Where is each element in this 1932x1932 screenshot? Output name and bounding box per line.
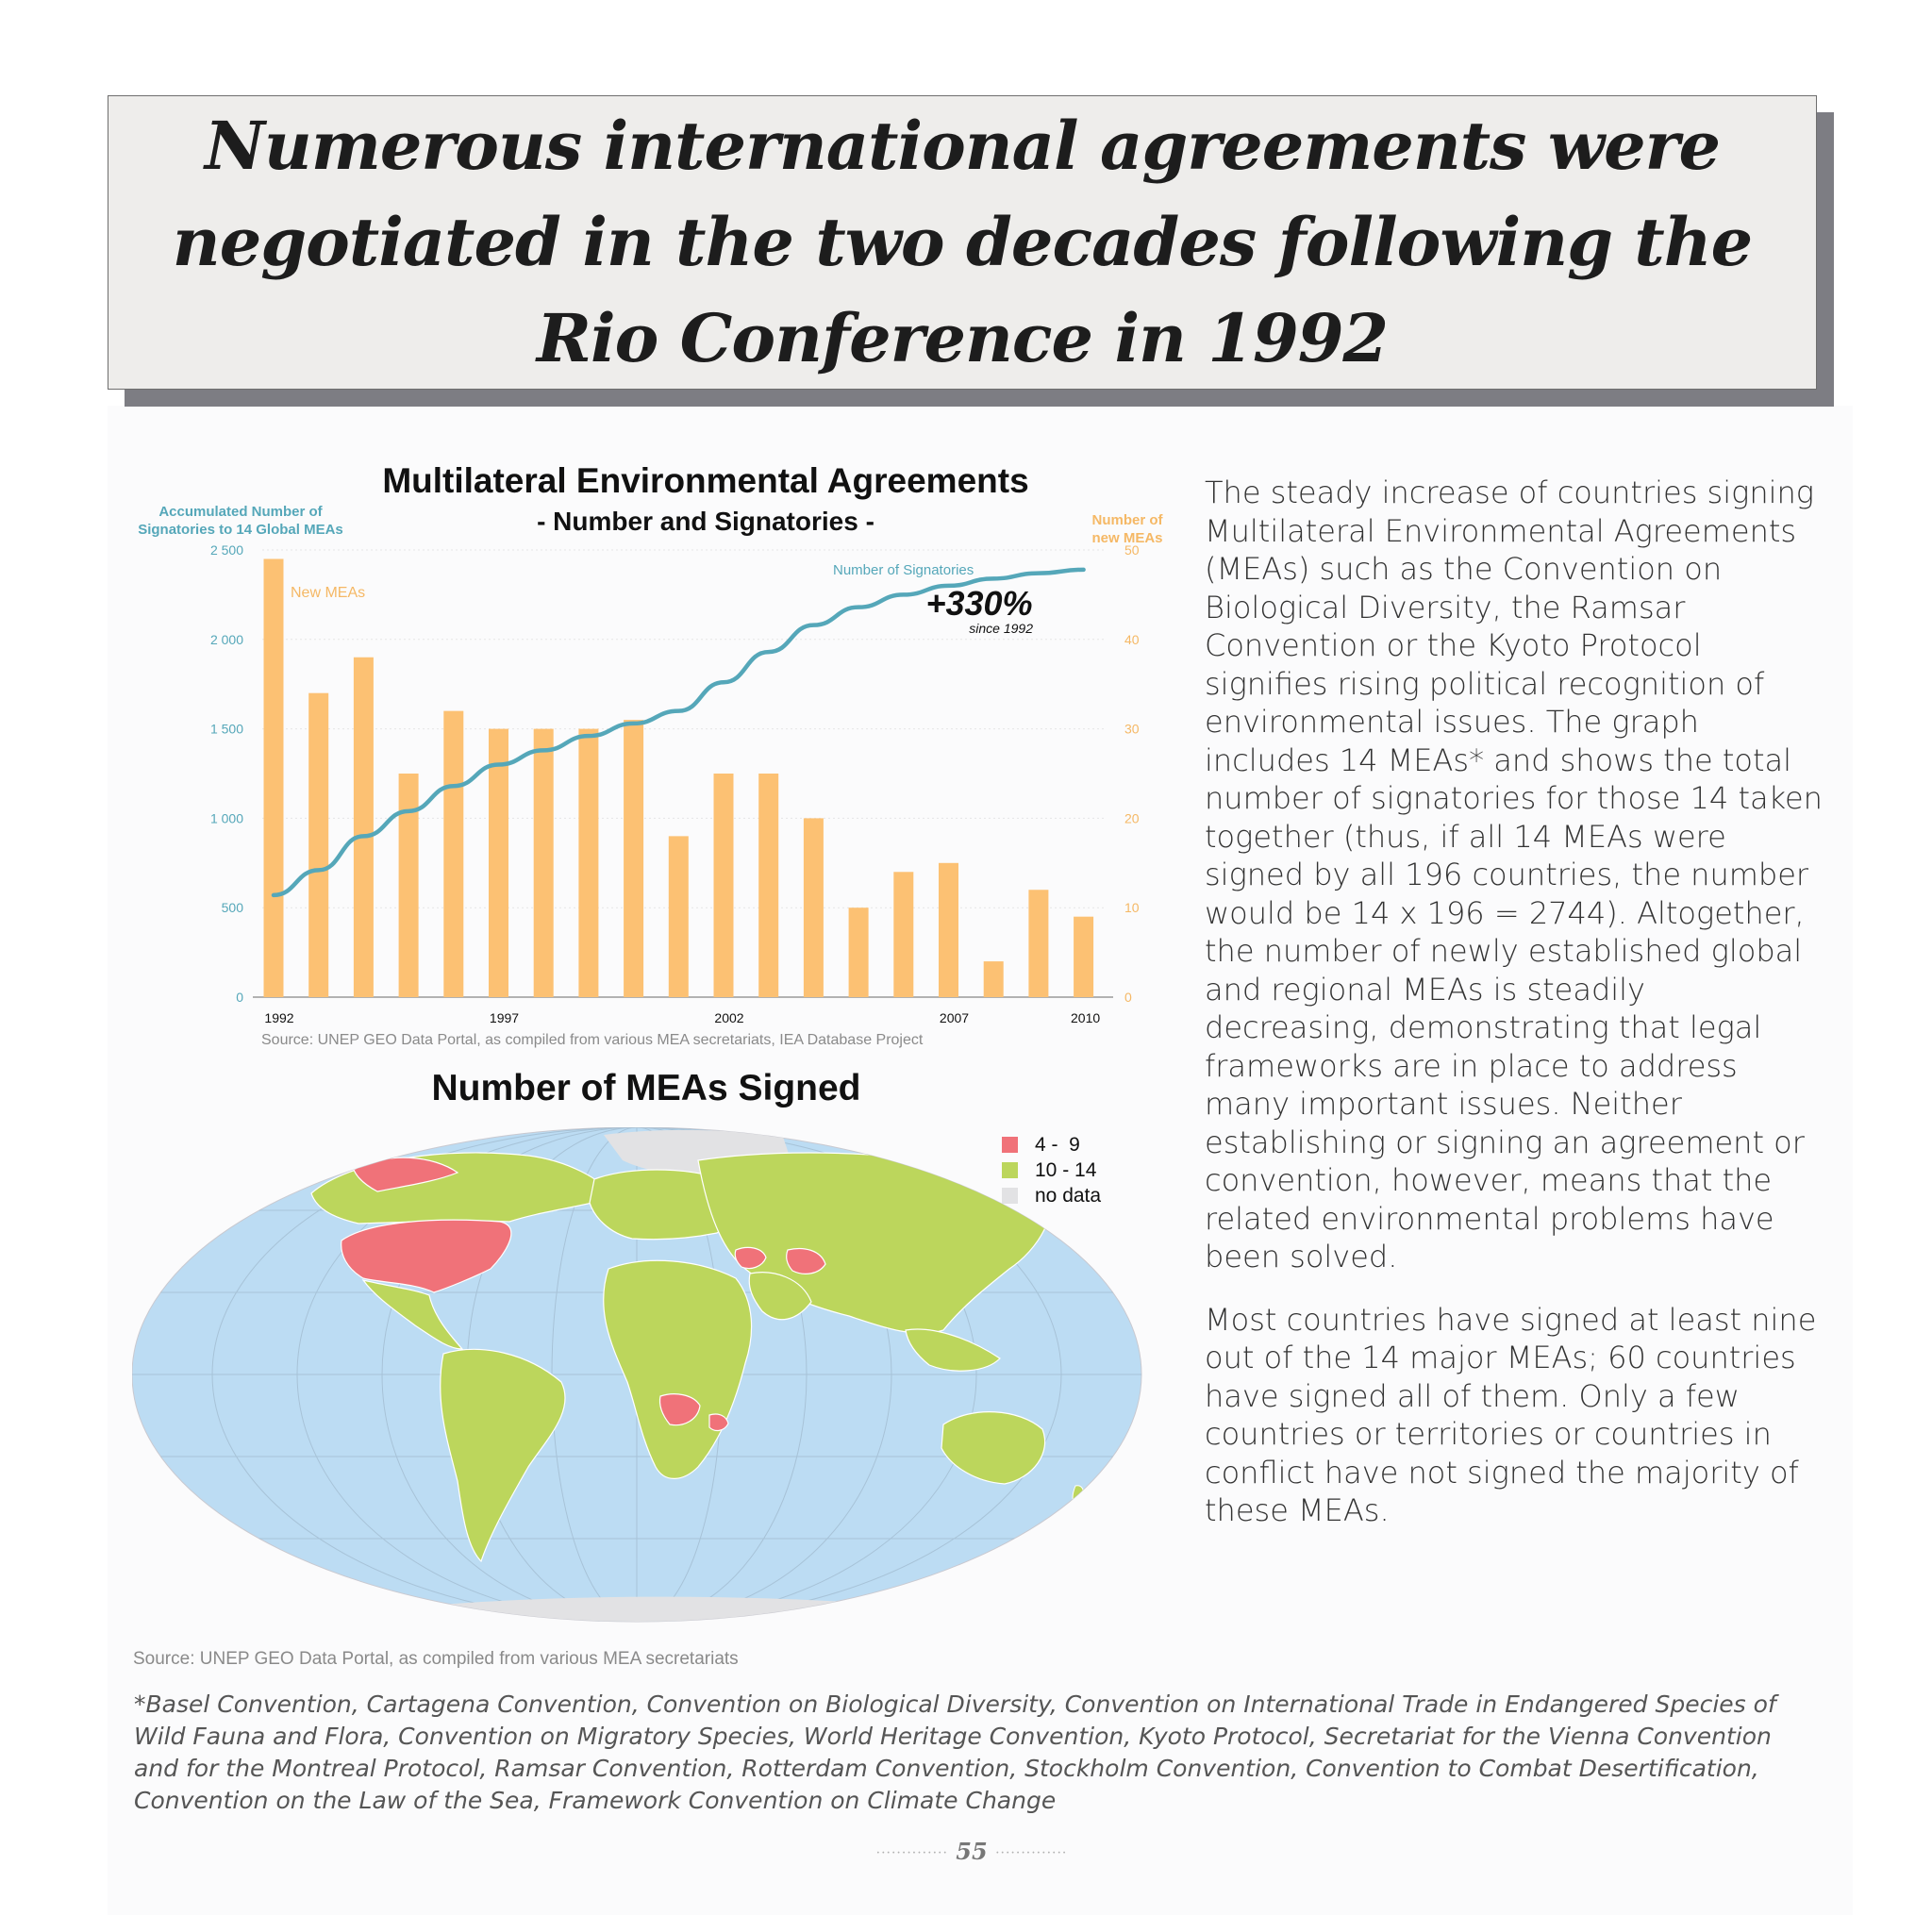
bar-2010 <box>1074 917 1093 997</box>
legend-item <box>1002 1158 1101 1183</box>
page-number: 55 <box>956 1838 988 1865</box>
left-axis-ticks <box>210 542 243 1005</box>
bar-1993 <box>308 693 328 997</box>
bar-1998 <box>534 729 554 997</box>
bar-2004 <box>804 818 824 997</box>
body-text <box>1205 474 1827 1555</box>
legend-label: 10 - 14 <box>1035 1158 1097 1181</box>
x-tick-label: 2002 <box>714 1010 744 1025</box>
left-tick-label: 2 500 <box>209 542 243 558</box>
right-tick-label: 40 <box>1124 631 1140 647</box>
left-tick-label: 1 000 <box>209 810 243 826</box>
right-tick-label: 50 <box>1124 542 1140 558</box>
bar-2006 <box>893 872 913 997</box>
bar-1997 <box>489 729 508 997</box>
paragraph: Most countries have signed at least nine out of the 14 major MEAs; 60 countries have signed all of them. Only a few countries or territories or countries in conflict have not signed the majority of these MEAs. <box>1205 1301 1817 1528</box>
legend-item <box>1002 1132 1101 1158</box>
right-tick-label: 30 <box>1124 721 1140 737</box>
right-axis-ticks <box>1124 542 1140 1005</box>
legend-signatories: Number of Signatories <box>833 562 974 578</box>
bar-2002 <box>714 774 734 997</box>
bar-2008 <box>984 961 1004 997</box>
x-tick-label: 1992 <box>264 1010 294 1025</box>
bar-2003 <box>758 774 778 997</box>
legend-swatch-green <box>1002 1162 1018 1178</box>
paragraph: The steady increase of countries signing Multilateral Environmental Agreements (MEAs) such as the Convention on Biological Diversity, the Ramsar Convention or the Kyoto Protocol signifies rising political recognition of environmental issues. The graph includes 14 MEAs* and shows the total number of signatories for those 14 taken together (thus, if all 14 MEAs were signed by all 196 countries, the number would be 14 x 196 = 2744). Altogether, the number of newly established global and regional MEAs is steadily decreasing, demonstrating that legal frameworks are in place to address many important issues. Neither establishing or signing an agreement or convention, however, means that the related environmental problems have been solved. <box>1205 475 1823 1274</box>
world-map <box>132 1127 1151 1641</box>
bar-1994 <box>354 658 374 997</box>
new-zealand <box>1073 1486 1084 1506</box>
x-tick-label: 1997 <box>489 1010 520 1025</box>
map-title: Number of MEAs Signed <box>431 1068 861 1108</box>
x-tick-label: 2010 <box>1071 1010 1101 1025</box>
footnote: *Basel Convention, Cartagena Convention, Convention on Biological Diversity, Convention on International Trade in Endangered Species of Wild Fauna and Flora, Convention on Migratory Species, World Heritage Convention, Kyoto Protocol, Secretariat for the Vienna Convention and for the Montreal Protocol, Ramsar Convention, Rotterdam Convention, Stockholm Convention, Convention to Combat Desertification, Convention on the Law of the Sea, Framework Convention on Climate Change <box>134 1690 1776 1814</box>
right-axis-title: Number of new MEAs <box>1091 512 1163 546</box>
mea-chart <box>123 462 1179 1061</box>
bar-1995 <box>399 774 419 997</box>
annotation-since: since 1992 <box>969 621 1033 636</box>
chart-title: Multilateral Environmental Agreements <box>382 462 1029 500</box>
legend-label: no data <box>1035 1184 1102 1207</box>
left-tick-label: 2 000 <box>209 631 243 647</box>
legend-item <box>1002 1183 1101 1208</box>
bar-2000 <box>624 720 643 997</box>
page-title: Numerous international agreements were negotiated in the two decades following the Rio Conference in 1992 <box>172 107 1753 377</box>
bar-1996 <box>443 711 463 997</box>
page-number-container: ·············· 55 ·············· <box>875 1838 1068 1865</box>
legend-label: 4 - 9 <box>1035 1133 1080 1156</box>
legend-new-meas: New MEAs <box>291 585 366 601</box>
left-tick-label: 1 500 <box>209 721 243 737</box>
x-axis-ticks <box>264 1010 1100 1025</box>
map-source: Source: UNEP GEO Data Portal, as compiled from various MEA secretariats <box>133 1649 739 1669</box>
right-tick-label: 0 <box>1124 990 1132 1005</box>
left-tick-label: 0 <box>236 990 243 1005</box>
legend-swatch-grey <box>1002 1188 1018 1204</box>
antarctica-no-data <box>321 1597 981 1637</box>
right-tick-label: 10 <box>1124 900 1140 916</box>
map-legend <box>1002 1132 1101 1208</box>
annotation-percent: +330% <box>925 584 1033 623</box>
right-tick-label: 20 <box>1124 810 1140 826</box>
world-map-svg <box>132 1127 1151 1637</box>
left-axis-title: Accumulated Number of Signatories to 14 Global MEAs <box>138 504 343 538</box>
mea-chart-svg <box>123 462 1179 1057</box>
left-tick-label: 500 <box>221 900 243 916</box>
bar-2009 <box>1028 890 1048 997</box>
bar-2007 <box>939 863 958 997</box>
bar-2005 <box>849 908 869 997</box>
bar-1999 <box>578 729 598 997</box>
title-banner <box>108 95 1817 390</box>
legend-swatch-red <box>1002 1137 1018 1153</box>
x-tick-label: 2007 <box>939 1010 970 1025</box>
bar-2001 <box>669 836 689 997</box>
bar-1992 <box>264 558 284 997</box>
chart-source: Source: UNEP GEO Data Portal, as compiled from various MEA secretariats, IEA Database Project <box>261 1032 924 1048</box>
chart-subtitle: - Number and Signatories - <box>537 507 874 536</box>
